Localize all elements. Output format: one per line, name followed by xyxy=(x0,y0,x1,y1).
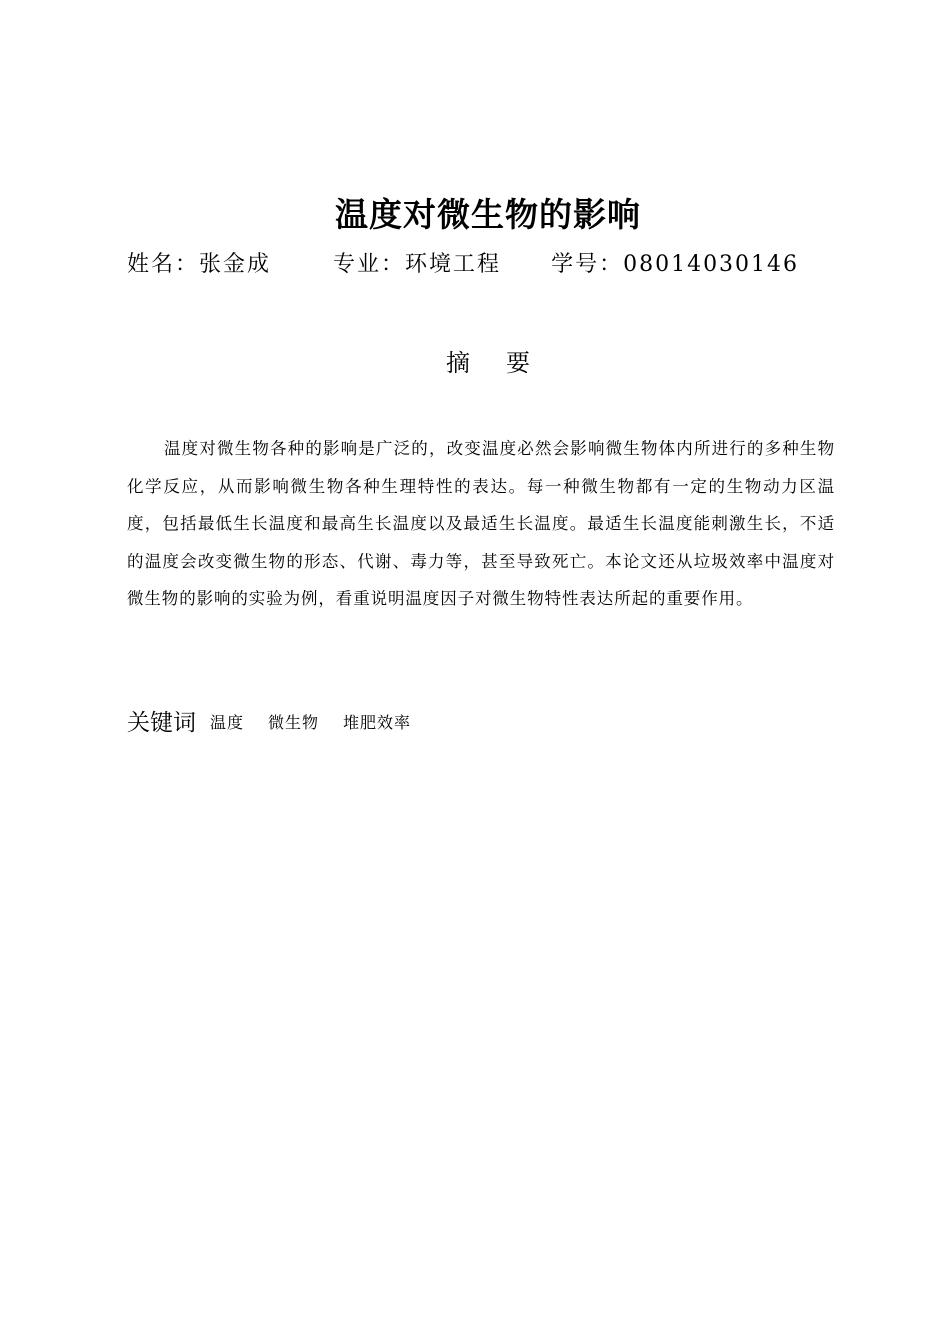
paper-title: 温度对微生物的影响 xyxy=(335,195,641,234)
keyword-item: 堆肥效率 xyxy=(343,713,412,732)
author-info-line xyxy=(127,248,799,282)
student-id-label: 学号： xyxy=(551,252,624,277)
keyword-item: 温度 xyxy=(210,713,245,732)
major-label: 专业： xyxy=(333,252,406,277)
abstract-body: 温度对微生物各种的影响是广泛的，改变温度必然会影响微生物体内所进行的多种生物化学反应，从而影响微生物各种生理特性的表达。每一种微生物都有一定的生物动力区温度，包括最低生长温度和最高生长温度以及最适生长温度。最适生长温度能刺激生长，不适的温度会改变微生物的形态、代谢、毒力等，甚至导致死亡。本论文还从垃圾效率中温度对微生物的影响的实验为例，看重说明温度因子对微生物特性表达所起的重要作用。 xyxy=(127,439,835,609)
keywords-label: 关键词 xyxy=(127,710,196,736)
keyword-item: 微生物 xyxy=(268,713,320,732)
name-value: 张金成 xyxy=(199,252,272,277)
student-id-value: 08014030146 xyxy=(623,252,800,277)
keywords-line xyxy=(127,703,431,743)
name-label: 姓名： xyxy=(127,252,200,277)
abstract-heading: 摘要 xyxy=(446,349,566,377)
major-value: 环境工程 xyxy=(405,252,502,277)
